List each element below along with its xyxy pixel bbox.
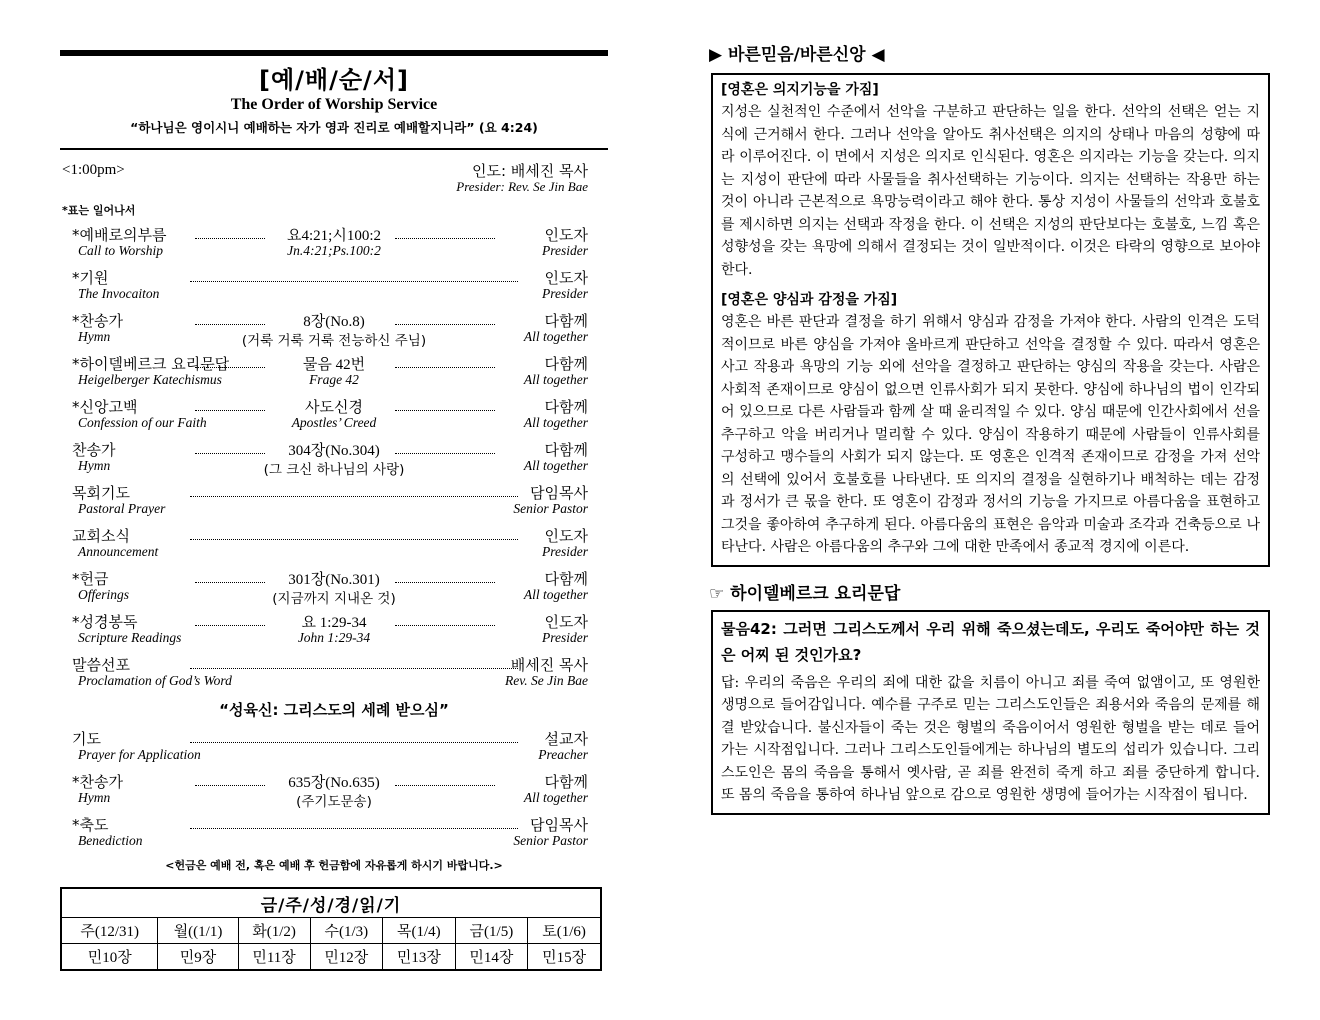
item-leader-en: All together bbox=[523, 458, 588, 473]
order-item bbox=[60, 769, 608, 812]
item-title: *성경봉독 bbox=[72, 613, 138, 631]
reading-chapter: 민11장 bbox=[238, 944, 310, 971]
leader-en: Presider: Rev. Se Jin Bae bbox=[456, 179, 588, 194]
reading-chapter: 민15장 bbox=[528, 944, 601, 971]
reading-days bbox=[61, 918, 601, 944]
item-leader-en: Presider bbox=[542, 243, 588, 258]
item-title: *찬송가 bbox=[72, 312, 123, 330]
item-leader: 인도자 bbox=[544, 527, 588, 545]
item-detail-sub: (주기도문송) bbox=[296, 794, 372, 810]
time-row bbox=[60, 160, 608, 196]
catechism-box bbox=[711, 610, 1270, 815]
faith-section1-title: [영혼은 의지기능을 가짐] bbox=[721, 82, 879, 98]
order-title: [예/배/순/서] bbox=[259, 66, 409, 94]
leader-dots bbox=[190, 742, 518, 743]
item-detail: 사도신경 bbox=[305, 400, 363, 416]
item-detail-sub: (그 크신 하나님의 사랑) bbox=[263, 462, 405, 478]
reading-title: 금/주/성/경/읽/기 bbox=[61, 888, 601, 918]
item-title: 말씀선포 bbox=[72, 656, 130, 674]
stand-note: *표는 일어나서 bbox=[62, 204, 136, 217]
reading-chapter: 민10장 bbox=[61, 944, 158, 971]
item-title-en: Pastoral Prayer bbox=[78, 501, 166, 516]
leader-dots bbox=[190, 539, 518, 540]
item-detail: 요 1:29-34 bbox=[301, 615, 367, 631]
leader-dots bbox=[395, 238, 495, 239]
leader-dots bbox=[190, 668, 518, 669]
item-detail-sub: John 1:29-34 bbox=[297, 630, 371, 645]
reading-chapter: 민13장 bbox=[383, 944, 456, 971]
item-leader-en: Rev. Se Jin Bae bbox=[505, 673, 588, 688]
order-verse: “하나님은 영이시니 예배하는 자가 영과 진리로 예배할지니라” (요 4:24) bbox=[130, 120, 538, 135]
item-leader-en: All together bbox=[523, 790, 588, 805]
item-title: *찬송가 bbox=[72, 773, 123, 791]
item-leader: 다함께 bbox=[544, 570, 588, 588]
item-detail: 요4:21;시100:2 bbox=[287, 228, 381, 244]
offering-note: <헌금은 예배 전, 혹은 예배 후 헌금함에 자유롭게 하시기 바랍니다.> bbox=[165, 859, 503, 872]
leader-dots bbox=[195, 453, 265, 454]
item-leader-en: Senior Pastor bbox=[513, 833, 588, 848]
item-title-en: Benediction bbox=[78, 833, 143, 848]
item-leader: 인도자 bbox=[544, 269, 588, 287]
item-title-en: Confession of our Faith bbox=[78, 415, 207, 430]
order-items-after bbox=[60, 726, 608, 855]
reading-day: 화(1/2) bbox=[238, 918, 310, 944]
order-item bbox=[60, 726, 608, 769]
reading-day: 금(1/5) bbox=[455, 918, 528, 944]
reading-chapter: 민12장 bbox=[310, 944, 383, 971]
faith-heading: ▶ 바른믿음/바른신앙 ◀ bbox=[709, 45, 885, 65]
leader-dots bbox=[395, 367, 495, 368]
item-title: *헌금 bbox=[72, 570, 109, 588]
leader-dots bbox=[190, 496, 518, 497]
item-leader: 다함께 bbox=[544, 312, 588, 330]
right-column bbox=[705, 40, 1270, 815]
order-item bbox=[60, 812, 608, 855]
item-title: 목회기도 bbox=[72, 484, 130, 502]
item-leader: 다함께 bbox=[544, 441, 588, 459]
order-item bbox=[60, 394, 608, 437]
item-title-en: Hymn bbox=[78, 790, 111, 805]
reading-day: 목(1/4) bbox=[383, 918, 456, 944]
item-leader: 담임목사 bbox=[530, 484, 588, 502]
leader-dots bbox=[395, 625, 495, 626]
order-item bbox=[60, 566, 608, 609]
item-title-en: Offerings bbox=[78, 587, 130, 602]
item-leader-en: Preacher bbox=[538, 747, 588, 762]
item-detail-sub: (지금까지 지내온 것) bbox=[272, 591, 396, 607]
item-title-en: Call to Worship bbox=[78, 243, 164, 258]
item-title-en: Prayer for Application bbox=[78, 747, 201, 762]
leader-dots bbox=[395, 453, 495, 454]
order-item bbox=[60, 523, 608, 566]
item-leader: 다함께 bbox=[544, 398, 588, 416]
item-title: *기원 bbox=[72, 269, 109, 287]
faith-section2-title: [영혼은 양심과 감정을 가짐] bbox=[721, 292, 898, 308]
leader-dots bbox=[195, 785, 265, 786]
leader-dots bbox=[195, 238, 265, 239]
leader-dots bbox=[395, 785, 495, 786]
item-title: 기도 bbox=[72, 730, 101, 748]
leader-dots bbox=[395, 324, 495, 325]
catechism-answer: 답: 우리의 죽음은 우리의 죄에 대한 값을 치름이 아니고 죄를 죽여 없앰이고, 또 영원한 생명으로 들어감입니다. 예수를 구주로 믿는 그리스도인들은 죄용서와 죽음의 문제를 해결 받았습니다. 불신자들이 죽는 것은 형벌의 죽음이어서 영원한 형벌을 받는 데로 들어가는 시작점입니다. 그러나 그리스도인들에게는 하나님의 별도의 섭리가 있습니다. 그리스도인은 몸의 죽음을 통해서 옛사람, 곧 죄를 완전히 죽게 하고 죄를 중단하게 합니다. 또 몸의 죽음을 통하여 하나님 앞으로 감으로 영원한 생명에 들어가는 시작점이 됩니다. bbox=[721, 674, 1260, 803]
item-leader: 담임목사 bbox=[530, 816, 588, 834]
leader-dots bbox=[195, 324, 265, 325]
leader-dots bbox=[190, 828, 518, 829]
item-title-en: Scripture Readings bbox=[78, 630, 182, 645]
reading-day: 주(12/31) bbox=[61, 918, 158, 944]
leader-dots bbox=[395, 582, 495, 583]
item-title-en: Hymn bbox=[78, 329, 111, 344]
order-item bbox=[60, 437, 608, 480]
faith-section1-text: 지성은 실천적인 수준에서 선악을 구분하고 판단하는 일을 한다. 선악의 선택은 얻는 지식에 근거해서 한다. 그러나 선악을 알아도 취사선택은 의지의 상태나 마음의 성향에 따라 이루어진다. 이 면에서 지성은 의지로 인식된다. 영혼은 의지라는 기능을 갖는다. 의지는 지성이 판단에 따라 사물들을 취사선택하는 기능이다. 의지는 선택하는 작용만 하는 것이 아니라 근본적으로 욕망능력이라고 해야 한다. 통상 지성이 사물들의 선악과 호불호를 제시하면 의지는 선택과 작정을 한다. 이 선택은 지성의 판단보다는 호불호, 느낌 혹은 성향성을 갖는 욕망에 의해서 결정되는 것이 일반적이다. 이것은 타락의 영향으로 보아야 한다. bbox=[721, 104, 1260, 278]
item-detail: 301장(No.301) bbox=[288, 572, 380, 588]
item-detail-sub: (거룩 거룩 거룩 전능하신 주님) bbox=[241, 333, 427, 349]
reading-day: 월((1/1) bbox=[158, 918, 238, 944]
item-leader-en: All together bbox=[523, 415, 588, 430]
reading-day: 수(1/3) bbox=[310, 918, 383, 944]
item-title-en: Announcement bbox=[78, 544, 159, 559]
item-title: *하이델베르크 요리문답 bbox=[72, 355, 230, 373]
faith-section2-text: 영혼은 바른 판단과 결정을 하기 위해서 양심과 감정을 가져야 한다. 사람의 인격은 도덕적이므로 바른 양심을 가져야 올바르게 판단하고 선악을 결정할 수 있다. 따라서 영혼은 사고 작용과 욕망의 기능 외에 선악을 결정하고 판단하는 양심의 작용을 갖는다. 사람은 사회적 존재이므로 양심이 없으면 인류사회가 되지 못한다. 양심에 하나님의 법이 인각되어 있으므로 다른 사람들과 함께 살 때 윤리적일 수 있다. 양심 때문에 인간사회에서 선을 추구하고 악을 버리거나 멀리할 수 있다. 양심이 작용하기 때문에 사람들이 인류사회를 구성하고 맹수들의 사회가 되지 않는다. 또 영혼은 인격적 존재이므로 감정을 가져 선악의 선택에 있어서 호불호를 나타낸다. 또 의지의 결정을 실현하기나 배척하는 데는 감정과 정서가 큰 몫을 한다. 또 영혼이 감정과 정서의 기능을 가지므로 아름다움을 표현하고 그것을 좋아하여 추구하게 된다. 아름다움의 표현은 음악과 미술과 조각과 건축등으로 나타난다. 사람은 아름다움의 추구와 그에 대한 만족에서 종교적 경지에 이른다. bbox=[721, 314, 1260, 555]
top-rule bbox=[60, 50, 608, 56]
order-item bbox=[60, 609, 608, 652]
reading-chapter: 민14장 bbox=[455, 944, 528, 971]
item-detail-sub: Frage 42 bbox=[309, 372, 359, 387]
order-items bbox=[60, 222, 608, 695]
item-title-en: Proclamation of God’s Word bbox=[78, 673, 232, 688]
order-item bbox=[60, 265, 608, 308]
reading-day: 토(1/6) bbox=[528, 918, 601, 944]
reading-table bbox=[60, 887, 602, 971]
item-title: *축도 bbox=[72, 816, 109, 834]
item-detail: 635장(No.635) bbox=[288, 775, 380, 791]
item-leader: 인도자 bbox=[544, 613, 588, 631]
item-title: 교회소식 bbox=[72, 527, 130, 545]
item-leader-en: All together bbox=[523, 372, 588, 387]
item-leader: 다함께 bbox=[544, 773, 588, 791]
item-title-en: Heigelberger Katechismus bbox=[78, 372, 222, 387]
service-time: <1:00pm> bbox=[62, 162, 125, 178]
item-leader-en: Presider bbox=[542, 544, 588, 559]
sermon-title: “성육신: 그리스도의 세례 받으심” bbox=[219, 701, 449, 719]
catechism-question: 물음42: 그러면 그리스도께서 우리 위해 죽으셨는데도, 우리도 죽어야만 하는 것은 어찌 된 것인가요? bbox=[721, 619, 1260, 664]
leader-dots bbox=[195, 625, 265, 626]
item-title: *예배로의부름 bbox=[72, 226, 167, 244]
item-title: 찬송가 bbox=[72, 441, 116, 459]
order-subtitle: The Order of Worship Service bbox=[230, 96, 438, 113]
item-leader-en: Presider bbox=[542, 286, 588, 301]
catechism-heading: ☞ 하이델베르크 요리문답 bbox=[709, 583, 901, 604]
faith-box bbox=[711, 73, 1270, 567]
order-item bbox=[60, 351, 608, 394]
item-detail-sub: Apostles’ Creed bbox=[291, 415, 377, 430]
item-detail: 304장(No.304) bbox=[288, 443, 380, 459]
divider bbox=[60, 148, 608, 150]
item-leader-en: All together bbox=[523, 587, 588, 602]
item-title-en: Hymn bbox=[78, 458, 111, 473]
item-title: *신앙고백 bbox=[72, 398, 138, 416]
item-detail: 물음 42번 bbox=[302, 357, 366, 373]
leader-dots bbox=[195, 582, 265, 583]
reading-chapters bbox=[61, 944, 601, 971]
item-leader-en: All together bbox=[523, 329, 588, 344]
reading-chapter: 민9장 bbox=[158, 944, 238, 971]
item-leader: 다함께 bbox=[544, 355, 588, 373]
leader: 인도: 배세진 목사 bbox=[471, 162, 588, 180]
item-detail: 8장(No.8) bbox=[303, 314, 365, 330]
leader-dots bbox=[190, 281, 518, 282]
worship-order bbox=[60, 50, 608, 873]
item-leader: 인도자 bbox=[544, 226, 588, 244]
item-detail-sub: Jn.4:21;Ps.100:2 bbox=[287, 243, 381, 258]
item-leader: 설교자 bbox=[544, 730, 588, 748]
leader-dots bbox=[195, 410, 265, 411]
order-item bbox=[60, 222, 608, 265]
item-leader-en: Senior Pastor bbox=[513, 501, 588, 516]
leader-dots bbox=[395, 410, 495, 411]
order-item bbox=[60, 308, 608, 351]
order-item bbox=[60, 652, 608, 695]
item-leader-en: Presider bbox=[542, 630, 588, 645]
order-item bbox=[60, 480, 608, 523]
item-leader: 배세진 목사 bbox=[510, 656, 588, 674]
item-title-en: The Invocaiton bbox=[78, 286, 160, 301]
leader-dots bbox=[195, 367, 265, 368]
